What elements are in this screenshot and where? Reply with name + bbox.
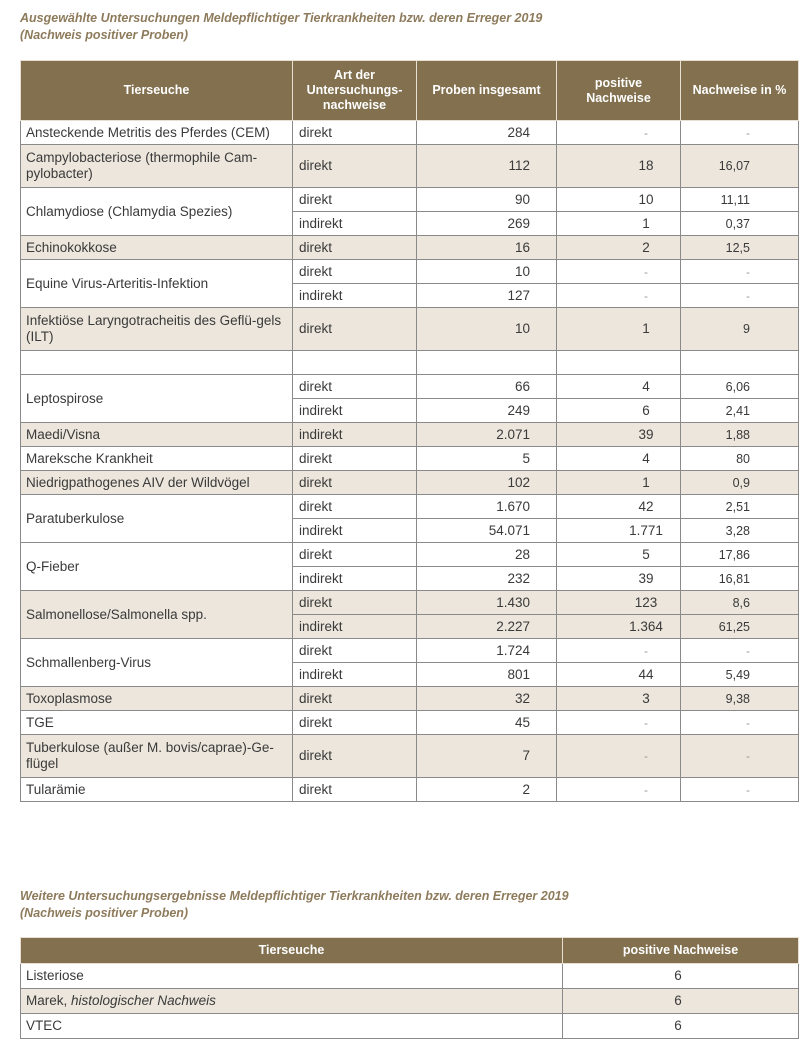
positive-percent: 2,41 bbox=[681, 399, 799, 423]
samples-total: 66 bbox=[417, 375, 557, 399]
positive-percent: 1,88 bbox=[681, 423, 799, 447]
exam-type: direkt bbox=[293, 735, 417, 778]
positive-count: 1 bbox=[557, 471, 681, 495]
table-row bbox=[21, 778, 799, 802]
samples-total: 10 bbox=[417, 308, 557, 351]
positive-count: - bbox=[557, 260, 681, 284]
positive-percent: - bbox=[681, 778, 799, 802]
exam-type: direkt bbox=[293, 778, 417, 802]
table-row bbox=[21, 260, 799, 284]
table1-caption-line1: Ausgewählte Untersuchungen Meldepflichtiger Tierkrankheiten bzw. deren Erreger 2019 bbox=[20, 11, 543, 25]
positive-percent: 2,51 bbox=[681, 495, 799, 519]
table2-caption-line2: (Nachweis positiver Proben) bbox=[20, 906, 189, 920]
positive-count: 6 bbox=[563, 989, 799, 1014]
exam-type: direkt bbox=[293, 711, 417, 735]
table1-caption bbox=[20, 10, 542, 44]
exam-type: indirekt bbox=[293, 615, 417, 639]
positive-percent: - bbox=[681, 260, 799, 284]
header-positive: positive Nachweise bbox=[557, 61, 681, 121]
disease-name: VTEC bbox=[21, 1014, 563, 1039]
table-row bbox=[21, 687, 799, 711]
disease-name: Equine Virus-Arteritis-Infektion bbox=[21, 260, 293, 308]
samples-total: 1.724 bbox=[417, 639, 557, 663]
positive-percent: 0,37 bbox=[681, 212, 799, 236]
exam-type: direkt bbox=[293, 471, 417, 495]
disease-name-detail: histologischer Nachweis bbox=[71, 993, 216, 1008]
disease-name: Tuberkulose (außer M. bovis/caprae)-Ge-flügel bbox=[21, 735, 293, 778]
samples-total: 102 bbox=[417, 471, 557, 495]
exam-type: direkt bbox=[293, 308, 417, 351]
table-row bbox=[21, 121, 799, 145]
exam-type: direkt bbox=[293, 639, 417, 663]
table-row bbox=[21, 639, 799, 663]
samples-total: 32 bbox=[417, 687, 557, 711]
header-positive: positive Nachweise bbox=[563, 938, 799, 964]
samples-total: 7 bbox=[417, 735, 557, 778]
samples-total: 127 bbox=[417, 284, 557, 308]
samples-total: 1.670 bbox=[417, 495, 557, 519]
table-row bbox=[21, 591, 799, 615]
positive-count: 2 bbox=[557, 236, 681, 260]
positive-percent: - bbox=[681, 711, 799, 735]
disease-name: TGE bbox=[21, 711, 293, 735]
samples-total: 28 bbox=[417, 543, 557, 567]
positive-count: - bbox=[557, 284, 681, 308]
exam-type: direkt bbox=[293, 236, 417, 260]
positive-percent: 17,86 bbox=[681, 543, 799, 567]
table-row-empty bbox=[21, 351, 799, 375]
table-row bbox=[21, 236, 799, 260]
exam-type: direkt bbox=[293, 687, 417, 711]
positive-count: - bbox=[557, 121, 681, 145]
positive-percent: 5,49 bbox=[681, 663, 799, 687]
exam-type: direkt bbox=[293, 591, 417, 615]
positive-count: - bbox=[557, 735, 681, 778]
samples-total bbox=[417, 351, 557, 375]
positive-percent: 16,07 bbox=[681, 145, 799, 188]
positive-percent: 9,38 bbox=[681, 687, 799, 711]
disease-name: Leptospirose bbox=[21, 375, 293, 423]
exam-type: indirekt bbox=[293, 567, 417, 591]
disease-name: Ansteckende Metritis des Pferdes (CEM) bbox=[21, 121, 293, 145]
samples-total: 10 bbox=[417, 260, 557, 284]
disease-name: Echinokokkose bbox=[21, 236, 293, 260]
disease-name: Schmallenberg-Virus bbox=[21, 639, 293, 687]
table-row bbox=[21, 989, 799, 1014]
positive-percent: 6,06 bbox=[681, 375, 799, 399]
table-row bbox=[21, 1014, 799, 1039]
exam-type: indirekt bbox=[293, 399, 417, 423]
disease-name: Q-Fieber bbox=[21, 543, 293, 591]
positive-count: 6 bbox=[563, 964, 799, 989]
positive-count: - bbox=[557, 711, 681, 735]
disease-name: Mareksche Krankheit bbox=[21, 447, 293, 471]
samples-total: 2.227 bbox=[417, 615, 557, 639]
positive-count: 3 bbox=[557, 687, 681, 711]
disease-name bbox=[21, 351, 293, 375]
table-row bbox=[21, 964, 799, 989]
positive-percent: 11,11 bbox=[681, 188, 799, 212]
disease-name: Tularämie bbox=[21, 778, 293, 802]
disease-name: Toxoplasmose bbox=[21, 687, 293, 711]
samples-total: 2 bbox=[417, 778, 557, 802]
positive-count: 123 bbox=[557, 591, 681, 615]
disease-name: Chlamydiose (Chlamydia Spezies) bbox=[21, 188, 293, 236]
positive-count: 1 bbox=[557, 308, 681, 351]
samples-total: 2.071 bbox=[417, 423, 557, 447]
disease-name: Listeriose bbox=[21, 964, 563, 989]
table-row bbox=[21, 423, 799, 447]
header-art: Art der Untersuchungs-nachweise bbox=[293, 61, 417, 121]
table1-header-row bbox=[21, 61, 799, 121]
header-prozent: Nachweise in % bbox=[681, 61, 799, 121]
table2-caption bbox=[20, 888, 569, 922]
samples-total: 54.071 bbox=[417, 519, 557, 543]
table-row bbox=[21, 495, 799, 519]
exam-type: direkt bbox=[293, 375, 417, 399]
samples-total: 801 bbox=[417, 663, 557, 687]
table-row bbox=[21, 308, 799, 351]
header-tierseuche: Tierseuche bbox=[21, 938, 563, 964]
disease-examination-table bbox=[20, 60, 799, 802]
positive-count: 6 bbox=[563, 1014, 799, 1039]
positive-percent: 16,81 bbox=[681, 567, 799, 591]
positive-percent: 0,9 bbox=[681, 471, 799, 495]
samples-total: 112 bbox=[417, 145, 557, 188]
positive-count bbox=[557, 351, 681, 375]
positive-percent bbox=[681, 351, 799, 375]
disease-name: Maedi/Visna bbox=[21, 423, 293, 447]
positive-count: 1.364 bbox=[557, 615, 681, 639]
exam-type: indirekt bbox=[293, 423, 417, 447]
positive-count: 39 bbox=[557, 423, 681, 447]
samples-total: 45 bbox=[417, 711, 557, 735]
exam-type: direkt bbox=[293, 188, 417, 212]
positive-count: 1 bbox=[557, 212, 681, 236]
table-row bbox=[21, 543, 799, 567]
exam-type: direkt bbox=[293, 543, 417, 567]
samples-total: 1.430 bbox=[417, 591, 557, 615]
positive-count: - bbox=[557, 639, 681, 663]
table-row bbox=[21, 447, 799, 471]
positive-count: 1.771 bbox=[557, 519, 681, 543]
table-row bbox=[21, 711, 799, 735]
positive-count: 6 bbox=[557, 399, 681, 423]
disease-name-main: Marek, bbox=[26, 993, 68, 1008]
positive-count: 18 bbox=[557, 145, 681, 188]
table-row bbox=[21, 735, 799, 778]
positive-count: 4 bbox=[557, 375, 681, 399]
positive-percent: 80 bbox=[681, 447, 799, 471]
positive-percent: 12,5 bbox=[681, 236, 799, 260]
positive-percent: - bbox=[681, 639, 799, 663]
samples-total: 232 bbox=[417, 567, 557, 591]
positive-percent: - bbox=[681, 735, 799, 778]
header-proben: Proben insgesamt bbox=[417, 61, 557, 121]
disease-name: Niedrigpathogenes AIV der Wildvögel bbox=[21, 471, 293, 495]
samples-total: 284 bbox=[417, 121, 557, 145]
table-row bbox=[21, 375, 799, 399]
positive-count: 44 bbox=[557, 663, 681, 687]
positive-count: 10 bbox=[557, 188, 681, 212]
positive-count: 4 bbox=[557, 447, 681, 471]
positive-percent: - bbox=[681, 284, 799, 308]
exam-type: direkt bbox=[293, 121, 417, 145]
positive-count: 39 bbox=[557, 567, 681, 591]
positive-percent: 3,28 bbox=[681, 519, 799, 543]
exam-type: indirekt bbox=[293, 519, 417, 543]
disease-name bbox=[21, 989, 563, 1014]
table-row bbox=[21, 188, 799, 212]
table2-caption-line1: Weitere Untersuchungsergebnisse Meldepflichtiger Tierkrankheiten bzw. deren Erreger 2019 bbox=[20, 889, 569, 903]
exam-type: indirekt bbox=[293, 663, 417, 687]
positive-percent: - bbox=[681, 121, 799, 145]
positive-percent: 61,25 bbox=[681, 615, 799, 639]
samples-total: 16 bbox=[417, 236, 557, 260]
disease-name: Infektiöse Laryngotracheitis des Geflü-gels (ILT) bbox=[21, 308, 293, 351]
samples-total: 5 bbox=[417, 447, 557, 471]
samples-total: 90 bbox=[417, 188, 557, 212]
samples-total: 249 bbox=[417, 399, 557, 423]
table-row bbox=[21, 471, 799, 495]
exam-type: direkt bbox=[293, 145, 417, 188]
positive-percent: 9 bbox=[681, 308, 799, 351]
exam-type: direkt bbox=[293, 495, 417, 519]
table1-caption-line2: (Nachweis positiver Proben) bbox=[20, 28, 189, 42]
positive-count: 42 bbox=[557, 495, 681, 519]
table-row bbox=[21, 145, 799, 188]
further-results-table bbox=[20, 937, 799, 1039]
exam-type: direkt bbox=[293, 260, 417, 284]
exam-type bbox=[293, 351, 417, 375]
exam-type: direkt bbox=[293, 447, 417, 471]
disease-name: Salmonellose/Salmonella spp. bbox=[21, 591, 293, 639]
disease-name: Campylobacteriose (thermophile Cam-pylobacter) bbox=[21, 145, 293, 188]
positive-count: 5 bbox=[557, 543, 681, 567]
header-tierseuche: Tierseuche bbox=[21, 61, 293, 121]
exam-type: indirekt bbox=[293, 212, 417, 236]
exam-type: indirekt bbox=[293, 284, 417, 308]
positive-percent: 8,6 bbox=[681, 591, 799, 615]
samples-total: 269 bbox=[417, 212, 557, 236]
table2-header-row bbox=[21, 938, 799, 964]
positive-count: - bbox=[557, 778, 681, 802]
disease-name: Paratuberkulose bbox=[21, 495, 293, 543]
